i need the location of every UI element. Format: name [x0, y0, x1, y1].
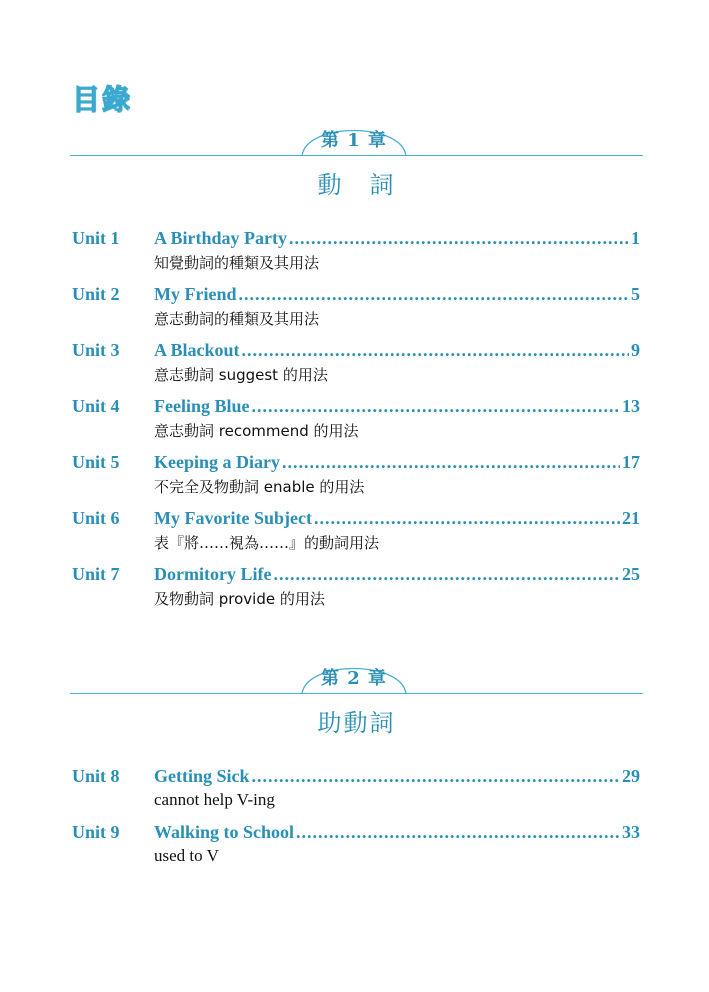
chapter-label: 第 2 章: [320, 668, 388, 689]
unit-entry[interactable]: [72, 452, 640, 508]
unit-line: [72, 452, 640, 474]
chapter-2-header: [70, 656, 643, 736]
unit-line: [72, 508, 640, 530]
unit-note: 意志動詞 recommend 的用法: [154, 422, 359, 440]
unit-line: [72, 228, 640, 250]
dot-leader: [296, 822, 620, 843]
chapter-title: 動 詞: [317, 171, 396, 199]
unit-number: Unit 3: [72, 340, 120, 360]
unit-note: 意志動詞 suggest 的用法: [154, 366, 328, 384]
unit-entry[interactable]: [72, 396, 640, 452]
unit-entry[interactable]: [72, 228, 640, 284]
unit-line: [72, 284, 640, 306]
unit-note: 不完全及物動詞 enable 的用法: [154, 478, 365, 496]
unit-note: used to V: [154, 846, 219, 865]
page-number: 9: [631, 340, 640, 360]
unit-entry[interactable]: [72, 822, 640, 878]
chapter-badge: [300, 118, 408, 160]
unit-number: Unit 8: [72, 766, 120, 786]
unit-entry[interactable]: [72, 508, 640, 564]
unit-note: cannot help V-ing: [154, 790, 275, 809]
unit-number: Unit 2: [72, 284, 120, 304]
chapter-2-unit-list: [72, 766, 640, 878]
chapter-title: 助動詞: [317, 709, 396, 737]
dot-leader: [252, 396, 621, 417]
unit-entry[interactable]: [72, 766, 640, 822]
page-number: 33: [622, 822, 640, 842]
page-number: 25: [622, 564, 640, 584]
unit-title: My Favorite Subject: [154, 508, 312, 528]
unit-title: Keeping a Diary: [154, 452, 280, 472]
page-number: 1: [631, 228, 640, 248]
unit-title: A Blackout: [154, 340, 240, 360]
page-number: 29: [622, 766, 640, 786]
unit-number: Unit 5: [72, 452, 120, 472]
dot-leader: [282, 452, 620, 473]
unit-title: My Friend: [154, 284, 237, 304]
dot-leader: [314, 508, 620, 529]
dot-leader: [273, 564, 620, 585]
unit-line: [72, 564, 640, 586]
chapter-1-header: [70, 118, 643, 198]
dot-leader: [252, 766, 620, 787]
unit-number: Unit 1: [72, 228, 120, 248]
unit-line: [72, 822, 640, 844]
unit-number: Unit 9: [72, 822, 120, 842]
unit-number: Unit 4: [72, 396, 120, 416]
unit-note: 表『將……視為……』的動詞用法: [154, 534, 380, 552]
unit-number: Unit 6: [72, 508, 120, 528]
toc-heading: 目錄: [72, 83, 133, 116]
unit-title: Dormitory Life: [154, 564, 272, 584]
unit-entry[interactable]: [72, 340, 640, 396]
unit-line: [72, 396, 640, 418]
unit-title: Getting Sick: [154, 766, 250, 786]
page-number: 5: [631, 284, 640, 304]
unit-number: Unit 7: [72, 564, 120, 584]
dot-leader: [289, 228, 629, 249]
chapter-label: 第 1 章: [320, 130, 388, 151]
unit-line: [72, 766, 640, 788]
unit-title: Feeling Blue: [154, 396, 250, 416]
dot-leader: [239, 284, 630, 305]
unit-note: 及物動詞 provide 的用法: [154, 590, 325, 608]
page-number: 21: [622, 508, 640, 528]
chapter-1-unit-list: [72, 228, 640, 620]
page-number: 17: [622, 452, 640, 472]
unit-title: Walking to School: [154, 822, 295, 842]
dot-leader: [242, 340, 629, 361]
unit-note: 意志動詞的種類及其用法: [154, 310, 320, 328]
page-number: 13: [622, 396, 640, 416]
unit-line: [72, 340, 640, 362]
unit-note: 知覺動詞的種類及其用法: [154, 254, 320, 272]
unit-entry[interactable]: [72, 284, 640, 340]
unit-title: A Birthday Party: [154, 228, 287, 248]
unit-entry[interactable]: [72, 564, 640, 620]
chapter-badge: [300, 656, 408, 698]
